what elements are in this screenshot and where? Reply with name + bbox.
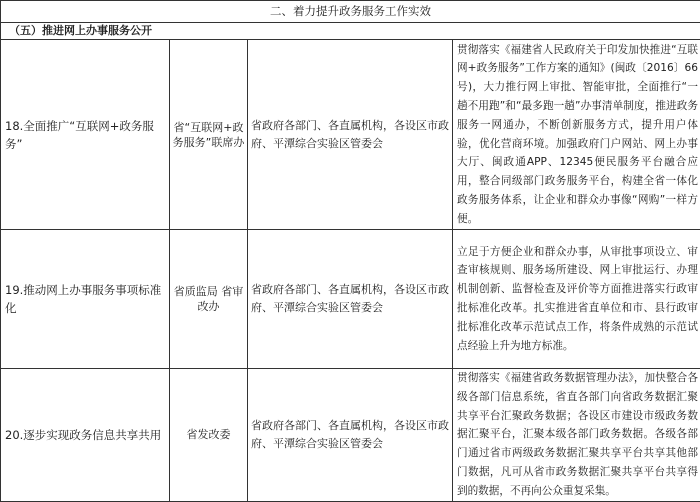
lead-department: 省发改委 <box>170 369 248 502</box>
task-description: 立足于方便企业和群众办事，从审批事项设立、审查审核规则、服务场所建设、网上审批运行、办理机制创新、监督检查及评价等方面推进落实行政审批标准化改革。扎实推进省直单位和市、县行政审批标准化改革示范试点工作，将条件成熟的示范试点经验上升为地方标准。 <box>453 230 700 369</box>
task-item: 20.逐步实现政务信息共享共用 <box>1 369 170 502</box>
lead-department: 省质监局 省审改办 <box>170 230 248 369</box>
subsection-title-row <box>1 23 700 40</box>
responsible-units: 省政府各部门、各直属机构，各设区市政府、平潭综合实验区管委会 <box>248 40 453 230</box>
section-title-row <box>1 1 700 23</box>
task-description: 贯彻落实《福建省政务数据管理办法》，加快整合各级各部门信息系统，省直各部门向省政务数据汇聚共享平台汇聚政务数据；各设区市建设市级政务数据汇聚平台，汇聚本级各部门政务数据。各级各部门通过省市两级政务数据汇聚共享平台共享其他部门数据，凡可从省市政务数据汇聚共享平台共享得到的数据，不再向公众重复采集。 <box>453 369 700 502</box>
subsection-title: （五）推进网上办事服务公开 <box>1 23 700 40</box>
responsible-units: 省政府各部门、各直属机构，各设区市政府、平潭综合实验区管委会 <box>248 230 453 369</box>
responsible-units: 省政府各部门、各直属机构，各设区市政府、平潭综合实验区管委会 <box>248 369 453 502</box>
table-row <box>1 40 700 230</box>
table-row <box>1 230 700 369</box>
task-item: 18.全面推广“互联网+政务服务” <box>1 40 170 230</box>
lead-department: 省“互联网+政务服务”联席办 <box>170 40 248 230</box>
task-item: 19.推动网上办事服务事项标准化 <box>1 230 170 369</box>
section-title: 二、着力提升政务服务工作实效 <box>1 1 700 23</box>
table-row <box>1 369 700 502</box>
task-description: 贯彻落实《福建省人民政府关于印发加快推进“互联网+政务服务”工作方案的通知》(闽政〔2016〕66号)，大力推行网上审批、智能审批，全面推行“一趟不用跑”和“最多跑一趟”办事清单制度，推进政务服务一网通办，不断创新服务方式，提升用户体验，优化营商环境。加强政府门户网站、网上办事大厅、闽政通APP、12345便民服务平台融合应用，整合同级部门政务服务平台，构建全省一体化政务服务体系，让企业和群众办事像“网购”一样方便。 <box>453 40 700 230</box>
